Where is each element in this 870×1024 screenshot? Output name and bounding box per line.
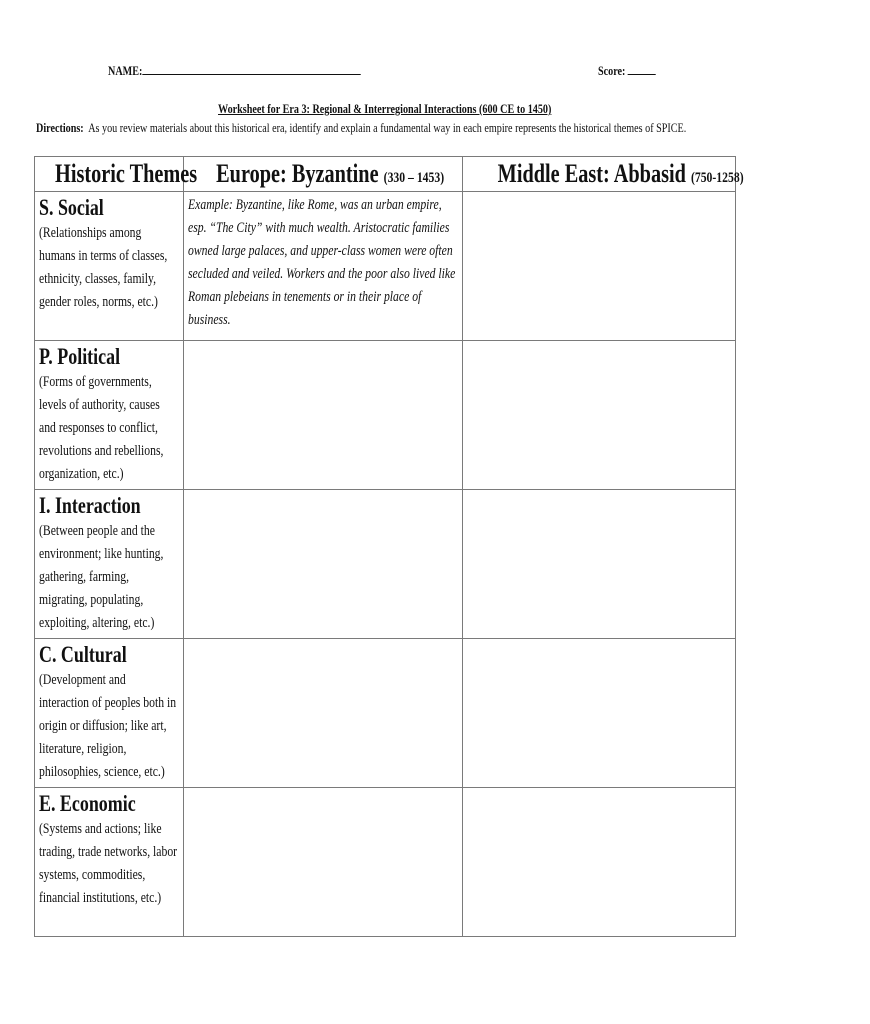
- spice-table: [34, 156, 744, 937]
- theme-title: C. Cultural: [39, 642, 127, 667]
- worksheet-header: [0, 62, 770, 82]
- worksheet-title: Worksheet for Era 3: Regional & Interregional Interactions (600 CE to 1450): [218, 101, 552, 116]
- column-header-themes: Historic Themes: [35, 157, 184, 192]
- table-row-cultural: [35, 639, 736, 788]
- theme-title: E. Economic: [39, 791, 136, 816]
- theme-title: P. Political: [39, 344, 121, 369]
- theme-description: (Between people and the environment; like hunting, gathering, farming, migrating, populating, exploiting, altering, etc.): [39, 523, 164, 631]
- name-input-line[interactable]: [142, 62, 360, 75]
- directions-label: Directions:: [36, 120, 84, 135]
- theme-cell-political: [35, 341, 184, 490]
- table-header-row: [35, 157, 736, 192]
- score-label: Score:: [598, 63, 626, 78]
- byzantine-cell-social[interactable]: [184, 192, 463, 341]
- directions: [36, 120, 870, 136]
- theme-description: (Development and interaction of peoples both in origin or diffusion; like art, literature, religion, philosophies, science, etc.): [39, 672, 177, 780]
- table-row-interaction: [35, 490, 736, 639]
- byzantine-cell-political[interactable]: [184, 341, 463, 490]
- byzantine-dates: (330 – 1453): [383, 170, 445, 186]
- abbasid-cell-political[interactable]: [463, 341, 736, 490]
- theme-title: S. Social: [39, 195, 104, 220]
- name-field[interactable]: [108, 62, 432, 79]
- byzantine-cell-interaction[interactable]: [184, 490, 463, 639]
- table-row-economic: [35, 788, 736, 937]
- theme-description: (Relationships among humans in terms of classes, ethnicity, classes, family, gender roles, norms, etc.): [39, 225, 168, 310]
- byzantine-cell-economic[interactable]: [184, 788, 463, 937]
- column-header-byzantine: Europe: Byzantine (330 – 1453): [184, 157, 463, 192]
- directions-text: As you review materials about this historical era, identify and explain a fundamental way in each empire represents the historical themes of SPICE.: [88, 120, 687, 135]
- score-input-line[interactable]: [628, 62, 656, 75]
- column-header-abbasid: Middle East: Abbasid (750-1258): [463, 157, 736, 192]
- table-row-political: [35, 341, 736, 490]
- abbasid-cell-interaction[interactable]: [463, 490, 736, 639]
- theme-description: (Systems and actions; like trading, trade networks, labor systems, commodities, financial institutions, etc.): [39, 821, 178, 906]
- theme-description: (Forms of governments, levels of authority, causes and responses to conflict, revolutions and rebellions, organization, etc.): [39, 374, 164, 482]
- name-label: NAME:: [108, 63, 143, 78]
- abbasid-dates: (750-1258): [690, 170, 744, 186]
- theme-cell-economic: [35, 788, 184, 937]
- score-field[interactable]: [598, 62, 672, 79]
- abbasid-cell-cultural[interactable]: [463, 639, 736, 788]
- abbasid-cell-social[interactable]: [463, 192, 736, 341]
- table-row-social: [35, 192, 736, 341]
- theme-title: I. Interaction: [39, 493, 141, 518]
- byzantine-example-text: Example: Byzantine, like Rome, was an urban empire, esp. “The City” with much wealth. Aristocratic families owned large palaces, and upper-class women were often secluded and veiled. Workers and the poor also lived like Roman plebeians in tenements or in their place of business.: [188, 197, 456, 328]
- theme-cell-cultural: [35, 639, 184, 788]
- theme-cell-social: [35, 192, 184, 341]
- byzantine-cell-cultural[interactable]: [184, 639, 463, 788]
- abbasid-cell-economic[interactable]: [463, 788, 736, 937]
- theme-cell-interaction: [35, 490, 184, 639]
